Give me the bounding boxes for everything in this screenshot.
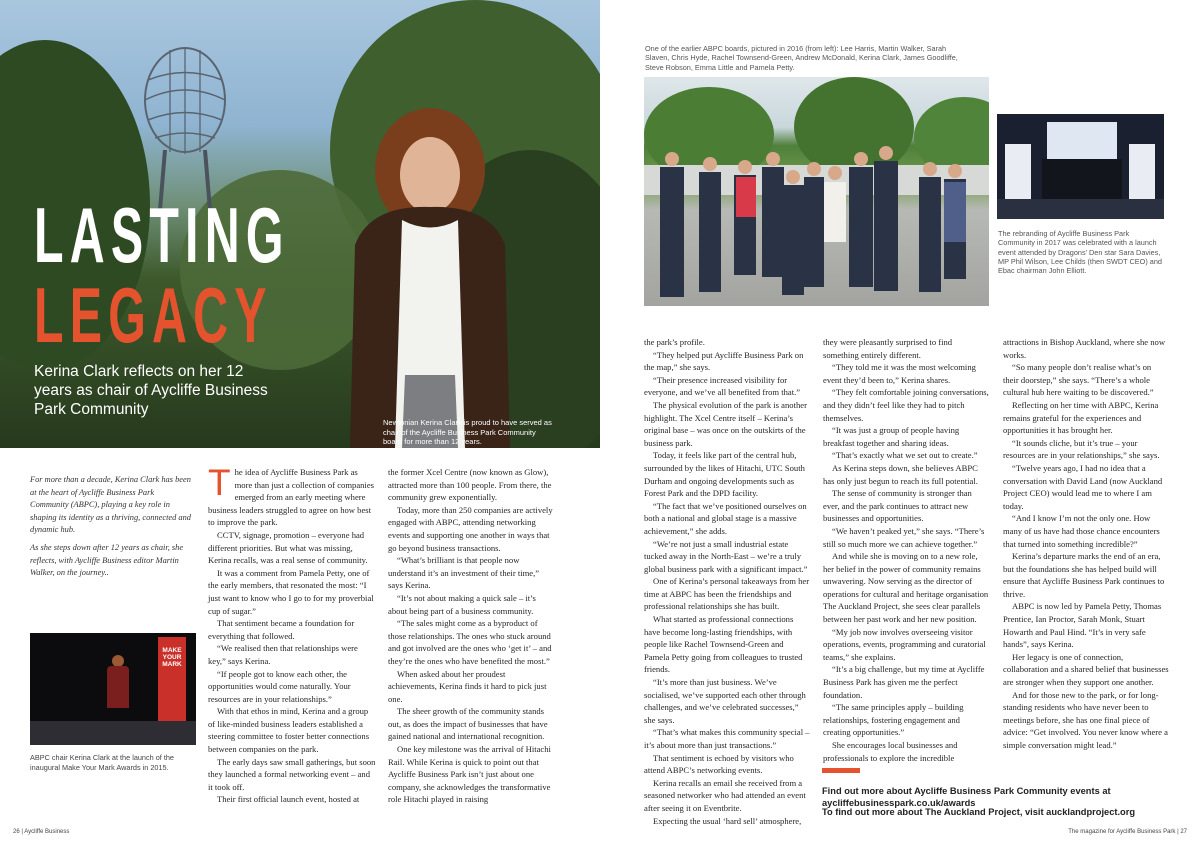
award-photo-caption: ABPC chair Kerina Clark at the launch of the inaugural Make Your Mark Awards in 2015. bbox=[30, 753, 174, 772]
article-column-4 bbox=[823, 336, 989, 764]
intro-paragraph: For more than a decade, Kerina Clark has been at the heart of Aycliffe Business Park Community (ABPC), playing a key role in shaping its identity as a thriving, connected and dynamic hub. bbox=[30, 475, 191, 535]
article-paragraph: “The sales might come as a byproduct of those relationships. The ones who stuck around and got involved are the ones who ‘get it’ – and they’re the ones who have benefited the most.” bbox=[388, 618, 552, 666]
article-paragraph: It was a comment from Pamela Petty, one of the early members, that resonated the most: “I just want to know who I go to for my proverbial cup of sugar.” bbox=[208, 567, 374, 616]
article-column-3 bbox=[644, 336, 810, 827]
cta-auckland-project[interactable]: To find out more about The Auckland Project, visit aucklandproject.org bbox=[822, 807, 1136, 817]
article-paragraph: Today, it feels like part of the central hub, surrounded by the likes of Hitachi, UTC South Durham and ongoing developments such as Forest Park and the DPD facility. bbox=[644, 450, 805, 499]
sculpture-head-graphic bbox=[130, 40, 240, 210]
kerina-portrait bbox=[330, 95, 530, 448]
article-paragraph: “If people got to know each other, the opportunities would come naturally. Your resources are in your relationships.” bbox=[208, 668, 351, 704]
article-paragraph: “Their presence increased visibility for everyone, and we’ve all benefited from that.” bbox=[644, 374, 801, 398]
article-paragraph: That sentiment became a foundation for everything that followed. bbox=[208, 618, 355, 641]
article-paragraph: “So many people don’t realise what’s on their doorstep,” she says. “There’s a whole cultural hub here waiting to be discovered.” bbox=[1003, 362, 1154, 398]
article-column-1 bbox=[208, 462, 376, 806]
article-column-5 bbox=[1003, 336, 1169, 752]
article-paragraph: And for those new to the park, or for long-standing residents who have never been to meetings before, she has one final piece of advice: “Get involved. You never know where a simple conversation might lead.” bbox=[1003, 689, 1168, 750]
cta-abpc-events[interactable]: Find out more about Aycliffe Business Park Community events at aycliffebusinesspark.co.uk/awards bbox=[822, 786, 1111, 808]
drop-cap: T bbox=[208, 462, 231, 503]
article-paragraph: ABPC is now led by Pamela Petty, Thomas Prentice, Ian Proctor, Sarah Monk, Stuart Howarth and Paul Hind. “It’s in very safe hands”, says Kerina. bbox=[1003, 601, 1162, 650]
footer-right-folio: The magazine for Aycliffe Business Park | 27 bbox=[1068, 829, 1187, 835]
article-paragraph: “My job now involves overseeing visitor operations, events, programming and curatorial teams,” she explains. bbox=[823, 626, 986, 662]
headline-legacy: LEGACY bbox=[34, 271, 273, 359]
award-banner: MAKE YOUR MARK bbox=[158, 637, 186, 745]
article-paragraph: “Twelve years ago, I had no idea that a conversation with David Land (now Auckland Project CEO) would lead me to where I am today. bbox=[1003, 462, 1163, 511]
article-paragraph: With that ethos in mind, Kerina and a group of like-minded business leaders established a steering committee to foster better connections between companies on the park. bbox=[208, 706, 370, 755]
article-paragraph: “They told me it was the most welcoming event they’d been to,” Kerina shares. bbox=[823, 362, 976, 385]
article-paragraph: Her legacy is one of connection, collaboration and a shared belief that businesses are stronger when they support one another. bbox=[1003, 651, 1169, 688]
launch-event-photo bbox=[997, 114, 1164, 219]
hero-photo bbox=[0, 0, 600, 448]
board-group-photo bbox=[644, 77, 989, 306]
article-paragraph: “We’re not just a small industrial estate tucked away in the North-East – we’re a truly global business park with a significant impact.” bbox=[644, 538, 808, 574]
footer-left-folio: 26 | Aycliffe Business bbox=[13, 829, 70, 835]
article-paragraph: “It’s a big challenge, but my time at Aycliffe Business Park has given me the perfect foundation. bbox=[823, 664, 985, 700]
article-paragraph: “That’s exactly what we set out to create.” bbox=[832, 450, 978, 461]
article-paragraph: And while she is moving on to a new role, her belief in the power of community remains unwavering. Now serving as the director of operations for cultural and heritage organisation The Auckland Project, she sees clear parallels between her past work and her new position. bbox=[823, 551, 989, 625]
article-paragraph: CCTV, signage, promotion – everyone had different priorities. But what was missing, Kerina recalls, was a real sense of community. bbox=[208, 529, 368, 566]
article-paragraph: The physical evolution of the park is another highlight. The Xcel Centre itself – Kerina’s original base – was once on the outskirts of the business park. bbox=[644, 399, 807, 448]
article-paragraph: Reflecting on her time with ABPC, Kerina remains grateful for the experiences and opportunities it has brought her. bbox=[1003, 399, 1159, 436]
article-paragraph: Kerina’s departure marks the end of an era, but the foundations she has helped build will ensure that Aycliffe Business Park continues to thrive. bbox=[1003, 551, 1165, 599]
article-paragraph: As Kerina steps down, she believes ABPC has only just begun to reach its full potential. bbox=[823, 462, 978, 486]
article-paragraph: “It’s more than just business. We’ve socialised, we’ve supported each other through challenges, and we’ve celebrated successes,” she says. bbox=[644, 677, 806, 725]
article-paragraph: “It’s not about making a quick sale – it’s about being part of a business community. bbox=[388, 592, 536, 616]
article-paragraph: “The same principles apply – building relationships, fostering engagement and creating opportunities.” bbox=[823, 702, 964, 738]
board-photo-caption: One of the earlier ABPC boards, pictured in 2016 (from left): Lee Harris, Martin Walker, Sarah Slaven, Chris Hyde, Rachel Townsend-Green, Andrew McDonald, Kerina Clark, James Goodliffe, Steve Robson, Emma Little and Pamela Petty. bbox=[645, 44, 958, 72]
article-paragraph: The sheer growth of the community stands out, as does the impact of businesses that have gained national and international recognition. bbox=[388, 706, 548, 742]
standfirst: Kerina Clark reflects on her 12 years as chair of Aycliffe Business Park Community bbox=[34, 363, 268, 418]
article-paragraph: “What’s brilliant is that people now understand it’s an investment of their time,” says Kerina. bbox=[388, 555, 540, 591]
article-paragraph: “It sounds cliche, but it’s true – your resources are in your relationships,” she says. bbox=[1003, 437, 1160, 461]
article-paragraph: When asked about her proudest achievements, Kerina finds it hard to pick just one. bbox=[388, 668, 547, 704]
intro-text bbox=[30, 474, 194, 585]
article-paragraph: One key milestone was the arrival of Hitachi Rail. While Kerina is quick to point out that Aycliffe Business Park isn’t just about one company, she acknowledges the transformative role Hitachi played in raising bbox=[388, 744, 551, 805]
hero-photo-caption: Newtonian Kerina Clark is proud to have served as chair of the Aycliffe Business Park Community board for more than 12 years. bbox=[383, 418, 552, 446]
article-paragraph: She encourages local businesses and professionals to explore the incredible bbox=[823, 740, 958, 763]
board-members-group bbox=[644, 137, 989, 306]
article-paragraph: One of Kerina’s personal takeaways from her time at ABPC has been the friendships and professional relationships she has built. bbox=[644, 576, 810, 612]
article-paragraph: attractions in Bishop Auckland, where she now works. bbox=[1003, 337, 1166, 360]
article-paragraph: the former Xcel Centre (now known as Glow), attracted more than 100 people. From there, the community grew exponentially. bbox=[388, 467, 552, 503]
award-photo bbox=[30, 633, 196, 745]
article-paragraph: Kerina recalls an email she received from a seasoned networker who had attended an event after seeing it on Eventbrite. bbox=[644, 777, 806, 813]
article-paragraph: Expecting the usual ‘hard sell’ atmosphere, bbox=[653, 815, 802, 826]
article-paragraph: That sentiment is echoed by visitors who attend ABPC’s networking events. bbox=[644, 752, 794, 776]
headline-lasting: LASTING bbox=[34, 191, 290, 279]
article-paragraph: The sense of community is stronger than ever, and the park continues to attract new businesses and opportunities. bbox=[823, 488, 972, 524]
article-paragraph: “They felt comfortable joining conversations, and they didn’t feel like they had to pitch themselves. bbox=[823, 387, 989, 423]
article-paragraph: What started as professional connections have become long-lasting friendships, with people like Rachel Townsend-Green and Pamela Petty going from colleagues to trusted friends. bbox=[644, 614, 803, 675]
article-paragraph: “They helped put Aycliffe Business Park on the map,” she says. bbox=[644, 349, 804, 373]
article-paragraph: “That’s what makes this community special – it’s about more than just transactions.” bbox=[644, 727, 810, 750]
cta-accent-bar bbox=[822, 768, 860, 773]
article-paragraph: The early days saw small gatherings, but soon they launched a formal networking event – and it took off. bbox=[208, 756, 376, 792]
article-paragraph: they were pleasantly surprised to find something entirely different. bbox=[823, 337, 953, 360]
article-paragraph: the park’s profile. bbox=[644, 337, 705, 347]
article-paragraph: The idea of Aycliffe Business Park as more than just a collection of companies emerged from an early meeting where business leaders struggled to agree on how best to improve the park. bbox=[208, 462, 374, 528]
launch-photo-caption: The rebranding of Aycliffe Business Park Community in 2017 was celebrated with a launch event attended by Dragons’ Den star Sara Davies, MP Phil Wilson, Lee Childs (then SWDT CEO) and Ebac chairman John Elliott. bbox=[998, 229, 1162, 276]
article-paragraph: Today, more than 250 companies are actively engaged with ABPC, attending networking events and supporting one another in ways that go beyond business transactions. bbox=[388, 504, 553, 553]
intro-paragraph: As she steps down after 12 years as chair, she reflects, with Aycliffe Business editor Martin Walker, on the journey.. bbox=[30, 542, 184, 578]
article-paragraph: “It was just a group of people having breakfast together and sharing ideas. bbox=[823, 425, 960, 448]
article-paragraph: “And I know I’m not the only one. How many of us have had those chance encounters that turned into something incredible?” bbox=[1003, 513, 1160, 549]
article-paragraph: “We haven’t peaked yet,” she says. “There’s still so much more we can achieve together.” bbox=[823, 525, 985, 549]
article-paragraph: “The fact that we’ve positioned ourselves on both a national and global stage is a massive achievement,” she adds. bbox=[644, 500, 807, 536]
article-column-2 bbox=[388, 466, 556, 806]
article-paragraph: Their first official launch event, hosted at bbox=[217, 794, 360, 805]
article-paragraph: “We realised then that relationships were key,” says Kerina. bbox=[208, 643, 358, 666]
